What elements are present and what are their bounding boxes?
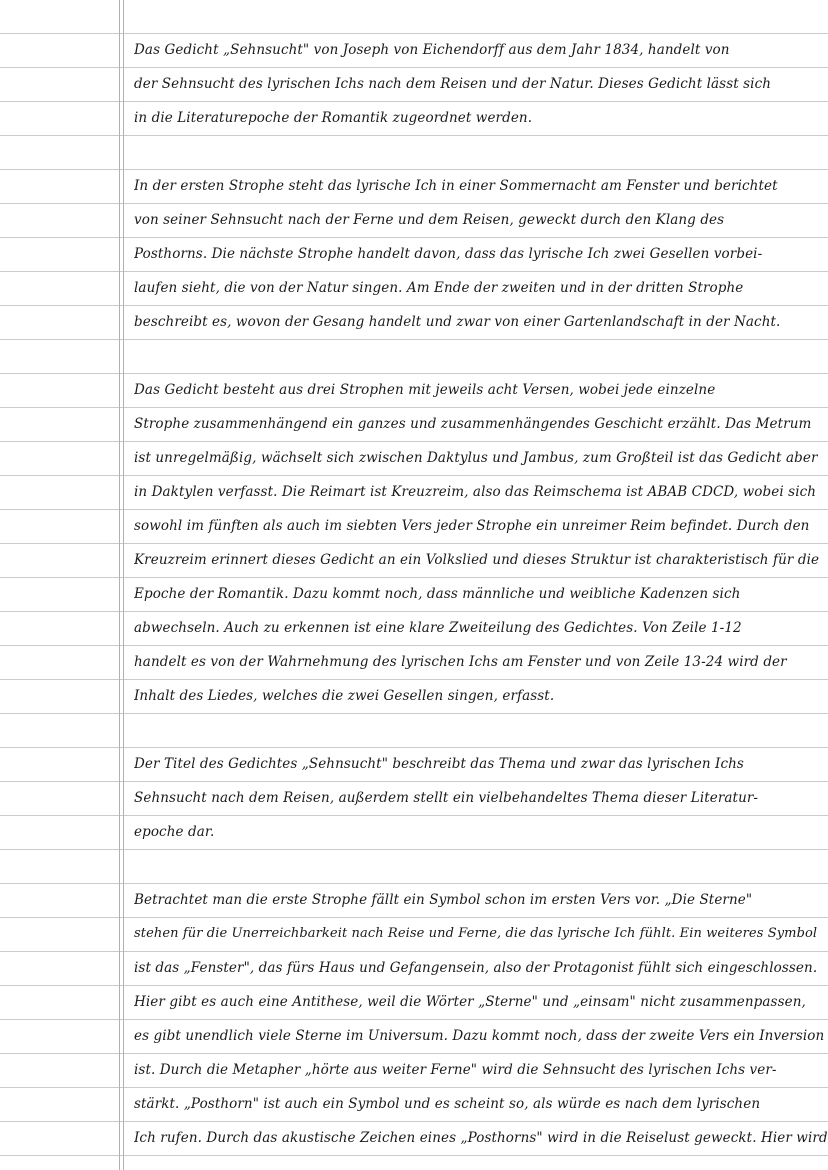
text-line: laufen sieht, die von der Natur singen. Am Ende der zweiten und in der dritten Strophe bbox=[134, 280, 744, 296]
text-line: es gibt unendlich viele Sterne im Universum. Dazu kommt noch, dass der zweite Vers ein Inversion bbox=[134, 1028, 825, 1044]
text-line: beschreibt es, wovon der Gesang handelt und zwar von einer Gartenlandschaft in der Nacht. bbox=[134, 314, 781, 330]
text-line: Posthorns. Die nächste Strophe handelt davon, dass das lyrische Ich zwei Gesellen vorbei- bbox=[134, 246, 763, 262]
text-line: ist unregelmäßig, wächselt sich zwischen Daktylus und Jambus, zum Großteil ist das Gedicht aber bbox=[134, 450, 818, 466]
text-line: Inhalt des Liedes, welches die zwei Gesellen singen, erfasst. bbox=[134, 688, 555, 704]
text-line: Kreuzreim erinnert dieses Gedicht an ein Volkslied und dieses Struktur ist charakteristisch für die bbox=[134, 552, 820, 568]
text-line: Sehnsucht nach dem Reisen, außerdem stellt ein vielbehandeltes Thema dieser Literatur- bbox=[134, 790, 759, 806]
text-line: epoche dar. bbox=[134, 824, 215, 840]
text-line: Betrachtet man die erste Strophe fällt ein Symbol schon im ersten Vers vor. „Die Sterne" bbox=[134, 892, 753, 908]
text-line: sowohl im fünften als auch im siebten Vers jeder Strophe ein unreimer Reim befindet. Durch den bbox=[134, 518, 810, 534]
text-line: Der Titel des Gedichtes „Sehnsucht" beschreibt das Thema und zwar das lyrischen Ichs bbox=[134, 756, 744, 772]
margin-line-left bbox=[119, 0, 120, 1170]
text-line: abwechseln. Auch zu erkennen ist eine klare Zweiteilung des Gedichtes. Von Zeile 1-12 bbox=[134, 620, 742, 636]
text-line: Das Gedicht besteht aus drei Strophen mit jeweils acht Versen, wobei jede einzelne bbox=[134, 382, 716, 398]
text-line: in Daktylen verfasst. Die Reimart ist Kreuzreim, also das Reimschema ist ABAB CDCD, wobei sich bbox=[134, 484, 817, 500]
text-line: stärkt. „Posthorn" ist auch ein Symbol und es scheint so, als würde es nach dem lyrischen bbox=[134, 1096, 761, 1112]
text-line: in die Literaturepoche der Romantik zugeordnet werden. bbox=[134, 110, 533, 126]
text-line: Epoche der Romantik. Dazu kommt noch, dass männliche und weibliche Kadenzen sich bbox=[134, 586, 741, 602]
text-line: der Sehnsucht des lyrischen Ichs nach dem Reisen und der Natur. Dieses Gedicht lässt sich bbox=[134, 76, 772, 92]
text-line: Das Gedicht „Sehnsucht" von Joseph von Eichendorff aus dem Jahr 1834, handelt von bbox=[134, 42, 730, 58]
text-line: Ich rufen. Durch das akustische Zeichen eines „Posthorns" wird in die Reiselust geweckt. Hier wird bbox=[134, 1130, 828, 1146]
margin-line-right bbox=[123, 0, 124, 1170]
text-line: stehen für die Unerreichbarkeit nach Reise und Ferne, die das lyrische Ich fühlt. Ein weiteres Symbol bbox=[134, 926, 818, 941]
text-line: ist. Durch die Metapher „hörte aus weiter Ferne" wird die Sehnsucht des lyrischen Ichs ver- bbox=[134, 1062, 777, 1078]
text-line: Hier gibt es auch eine Antithese, weil die Wörter „Sterne" und „einsam" nicht zusammenpassen, bbox=[134, 994, 806, 1010]
text-line: handelt es von der Wahrnehmung des lyrischen Ichs am Fenster und von Zeile 13-24 wird der bbox=[134, 654, 787, 670]
text-line: von seiner Sehnsucht nach der Ferne und dem Reisen, geweckt durch den Klang des bbox=[134, 212, 725, 228]
text-line: ist das „Fenster", das fürs Haus und Gefangensein, also der Protagonist fühlt sich eingeschlossen. bbox=[134, 960, 818, 976]
text-line: Strophe zusammenhängend ein ganzes und zusammenhängendes Geschicht erzählt. Das Metrum bbox=[134, 416, 812, 432]
text-line: In der ersten Strophe steht das lyrische Ich in einer Sommernacht am Fenster und berichtet bbox=[134, 178, 778, 194]
